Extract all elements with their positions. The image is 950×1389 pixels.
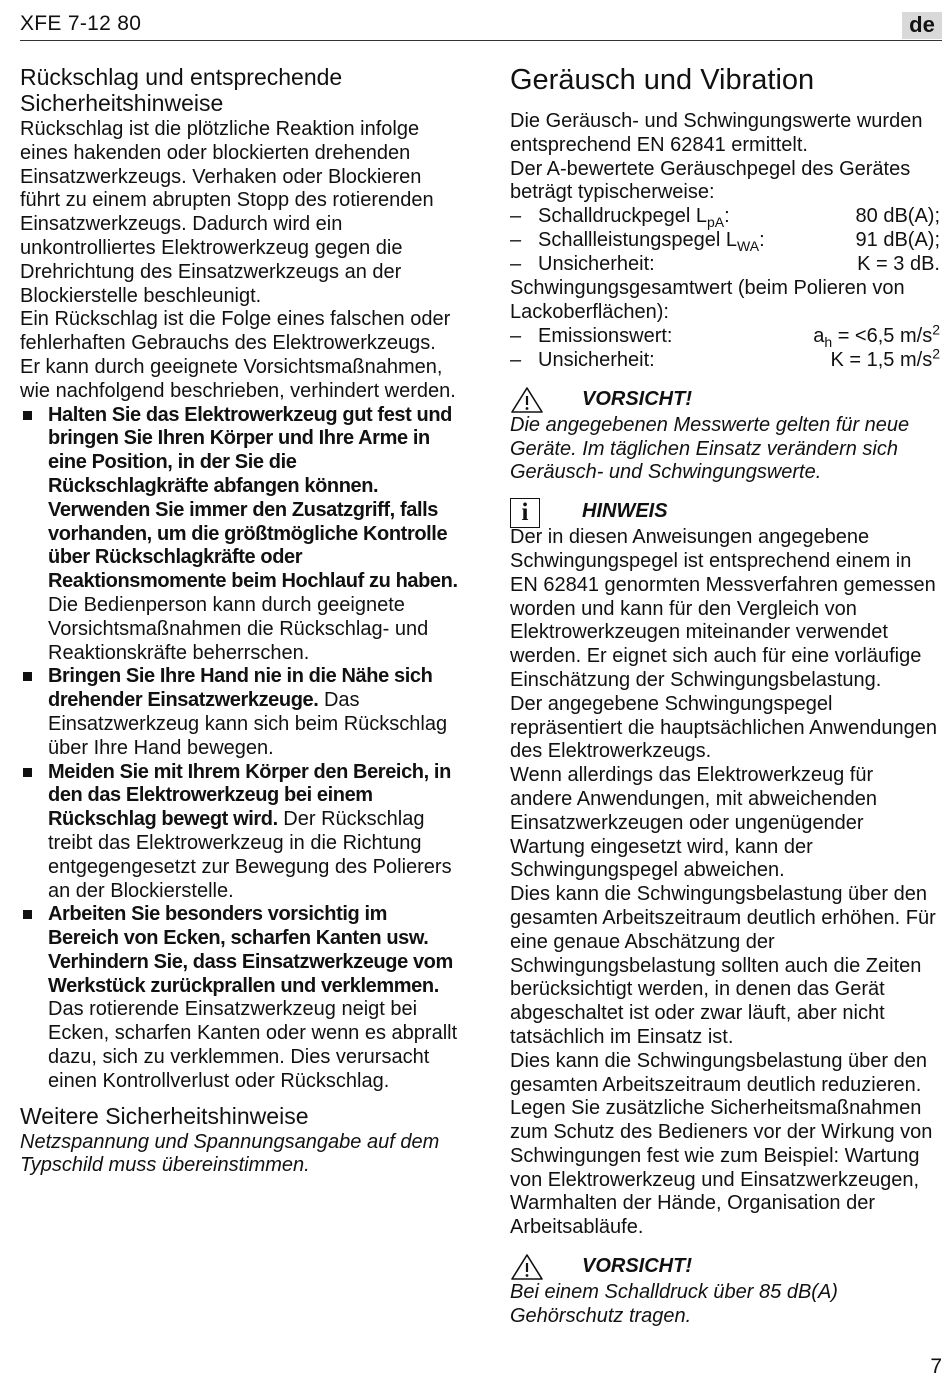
info-icon: i bbox=[510, 498, 540, 528]
dash: – bbox=[510, 205, 522, 228]
spec-label: Unsicherheit: bbox=[538, 253, 655, 276]
bullet-bold-text: Halten Sie das Elektrowerkzeug gut fest und bringen Sie Ihren Körper und Ihre Arme in eine Position, in der Sie die Rückschlagkräfte abfangen können. Verwenden Sie immer den Zusatzgriff, falls vorhanden, um die größtmögliche Kontrolle über Rückschlagkräfte oder Reaktionsmomente beim Hochlauf zu haben. bbox=[48, 403, 458, 593]
header-divider bbox=[20, 40, 942, 41]
spec-label: Schalldruckpegel $L_{pA}$: bbox=[538, 205, 730, 231]
kickback-heading: Rückschlag und entsprechende Sicherheitshinweise bbox=[20, 64, 343, 116]
safety-bullet-2 bbox=[20, 665, 458, 760]
spec-row-sound-power bbox=[510, 229, 940, 253]
caution-header-2 bbox=[510, 1253, 940, 1281]
bullet-bold-text: Bringen Sie Ihre Hand nie in die Nähe sich drehender Einsatzwerkzeuge. bbox=[48, 665, 433, 712]
square-bullet-icon bbox=[23, 672, 32, 681]
safety-bullet-3 bbox=[20, 761, 458, 904]
dash: – bbox=[510, 253, 522, 276]
hint-paragraph-4: Dies kann die Schwingungsbelastung über den gesamten Arbeitszeitraum deutlich erhöhen. Für eine genaue Abschätzung der Schwingungsbelastung sollten auch die Zeiten berücksichtigt werden, in denen das Gerät abgeschaltet ist oder zwar läuft, aber nicht tatsächlich im Einsatz ist. bbox=[510, 883, 936, 1048]
spec-row-emission bbox=[510, 321, 940, 350]
bullet-text: Das rotierende Einsatzwerkzeug neigt bei Ecken, scharfen Kanten oder wenn es abprallt dazu, sich zu verklemmen. Dies verursacht einen Kontrollverlust oder Rückschlag. bbox=[48, 998, 458, 1092]
square-bullet-icon bbox=[23, 411, 32, 420]
hint-paragraph-5: Dies kann die Schwingungsbelastung über den gesamten Arbeitszeitraum deutlich reduzieren. Legen Sie zusätzliche Sicherheitsmaßnahmen zum Schutz des Bedieners vor der Wirkung von Schwingungen fest wie zum Beispiel: Wartung von Elektrowerkzeug und Einsatzwerkzeugen, Warmhalten der Hände, Organisation der Arbeitsabläufe. bbox=[510, 1049, 933, 1239]
bullet-bold-text: Meiden Sie mit Ihrem Körper den Bereich, in den das Elektrowerkzeug bei einem Rückschlag bewegt wird. bbox=[48, 760, 451, 831]
caution-title: VORSICHT! bbox=[582, 1255, 692, 1278]
hint-paragraph-1: Der in diesen Anweisungen angegebene Schwingungspegel ist entsprechend einem in EN 62841 genormten Messverfahren gemessen worden und kann für den Vergleich von Elektrowerkzeugen miteinander verwendet werden. Er eignet sich auch für eine vorläufige Einschätzung der Schwingungsbelastung. bbox=[510, 526, 936, 691]
warning-triangle-icon bbox=[510, 386, 544, 414]
square-bullet-icon bbox=[23, 768, 32, 777]
bullet-text: Das Einsatzwerkzeug kann sich beim Rückschlag über Ihre Hand bewegen. bbox=[48, 689, 448, 759]
spec-label: Emissionswert: bbox=[538, 324, 673, 347]
page-header bbox=[20, 12, 942, 40]
spec-value: 91 dB(A); bbox=[855, 229, 940, 252]
kickback-intro-1: Rückschlag ist die plötzliche Reaktion infolge eines hakenden oder blockierten drehenden Einsatzwerkzeugs. Verhaken oder Blockieren führt zu einem abrupten Stopp des rotierenden Einsatzwerkzeugs. Dadurch wird ein unkontrolliertes Elektrowerkzeug gegen die Drehrichtung des Einsatzwerkzeugs an der Blockierstelle beschleunigt. bbox=[20, 118, 434, 307]
language-badge: de bbox=[902, 12, 942, 39]
caution-text-2: Bei einem Schalldruck über 85 dB(A) Gehörschutz tragen. bbox=[510, 1281, 838, 1327]
safety-bullet-4 bbox=[20, 903, 458, 1093]
spec-value: $a_h = <6,5$ $m/s^2$ bbox=[813, 321, 940, 350]
caution-title: VORSICHT! bbox=[582, 387, 692, 410]
spec-label: Schallleistungspegel $L_{WA}$: bbox=[538, 229, 765, 255]
further-safety-heading: Weitere Sicherheitshinweise bbox=[20, 1102, 309, 1129]
noise-level-intro: Der A-bewertete Geräuschpegel des Gerätes beträgt typischerweise: bbox=[510, 157, 911, 204]
bullet-bold-text: Arbeiten Sie besonders vorsichtig im Bereich von Ecken, scharfen Kanten usw. Verhindern Sie, dass Einsatzwerkzeuge vom Werkstück zurückprallen und verklemmen. bbox=[48, 903, 453, 997]
page-number: 7 bbox=[930, 1355, 942, 1378]
hint-title: HINWEIS bbox=[582, 500, 668, 523]
noise-intro: Die Geräusch- und Schwingungswerte wurden entsprechend EN 62841 ermittelt. bbox=[510, 110, 923, 156]
bullet-text: Die Bedienperson kann durch geeignete Vorsichtsmaßnahmen die Rückschlag- und Reaktionskräfte beherrschen. bbox=[48, 593, 429, 664]
spec-value: K = 1,5 $m/s^2$ bbox=[830, 345, 940, 371]
spec-row-uncertainty bbox=[510, 253, 940, 277]
spec-row-vib-uncertainty bbox=[510, 345, 940, 373]
hint-paragraph-2: Der angegebene Schwingungspegel repräsentiert die hauptsächlichen Anwendungen des Elektrowerkzeugs. bbox=[510, 692, 937, 763]
spec-value: K = 3 dB. bbox=[857, 253, 940, 276]
caution-header-1 bbox=[510, 386, 940, 414]
voltage-note: Netzspannung und Spannungsangabe auf dem Typschild muss übereinstimmen. bbox=[20, 1130, 440, 1177]
noise-vibration-heading: Geräusch und Vibration bbox=[510, 64, 815, 96]
caution-text-1: Die angegebenen Messwerte gelten für neue Geräte. Im täglichen Einsatz verändern sich Geräusch- und Schwingungswerte. bbox=[510, 413, 910, 484]
square-bullet-icon bbox=[23, 910, 32, 919]
vibration-intro: Schwingungsgesamtwert (beim Polieren von Lackoberflächen): bbox=[510, 277, 905, 323]
spec-label: Unsicherheit: bbox=[538, 348, 655, 371]
spec-row-sound-pressure bbox=[510, 205, 940, 229]
right-column bbox=[510, 62, 940, 1329]
dash: – bbox=[510, 324, 522, 347]
hint-paragraph-3: Wenn allerdings das Elektrowerkzeug für andere Anwendungen, mit abweichenden Einsatzwerkzeugen oder ungenügender Wartung eingesetzt wird, kann der Schwingungspegel abweichen. bbox=[510, 764, 877, 882]
spec-value: 80 dB(A); bbox=[855, 205, 940, 228]
dash: – bbox=[510, 348, 522, 371]
left-column bbox=[20, 62, 458, 1178]
document-code: XFE 7-12 80 bbox=[20, 12, 142, 35]
safety-bullet-1 bbox=[20, 404, 458, 666]
warning-triangle-icon bbox=[510, 1253, 544, 1281]
hint-header bbox=[510, 498, 940, 526]
dash: – bbox=[510, 229, 522, 252]
bullet-text: Der Rückschlag treibt das Elektrowerkzeug in die Richtung entgegengesetzt zur Bewegung des Polierers an der Blockierstelle. bbox=[48, 808, 452, 902]
kickback-intro-2: Ein Rückschlag ist die Folge eines falschen oder fehlerhaften Gebrauchs des Elektrowerkzeugs. Er kann durch geeignete Vorsichtsmaßnahmen, wie nachfolgend beschrieben, verhindert werden. bbox=[20, 308, 456, 402]
